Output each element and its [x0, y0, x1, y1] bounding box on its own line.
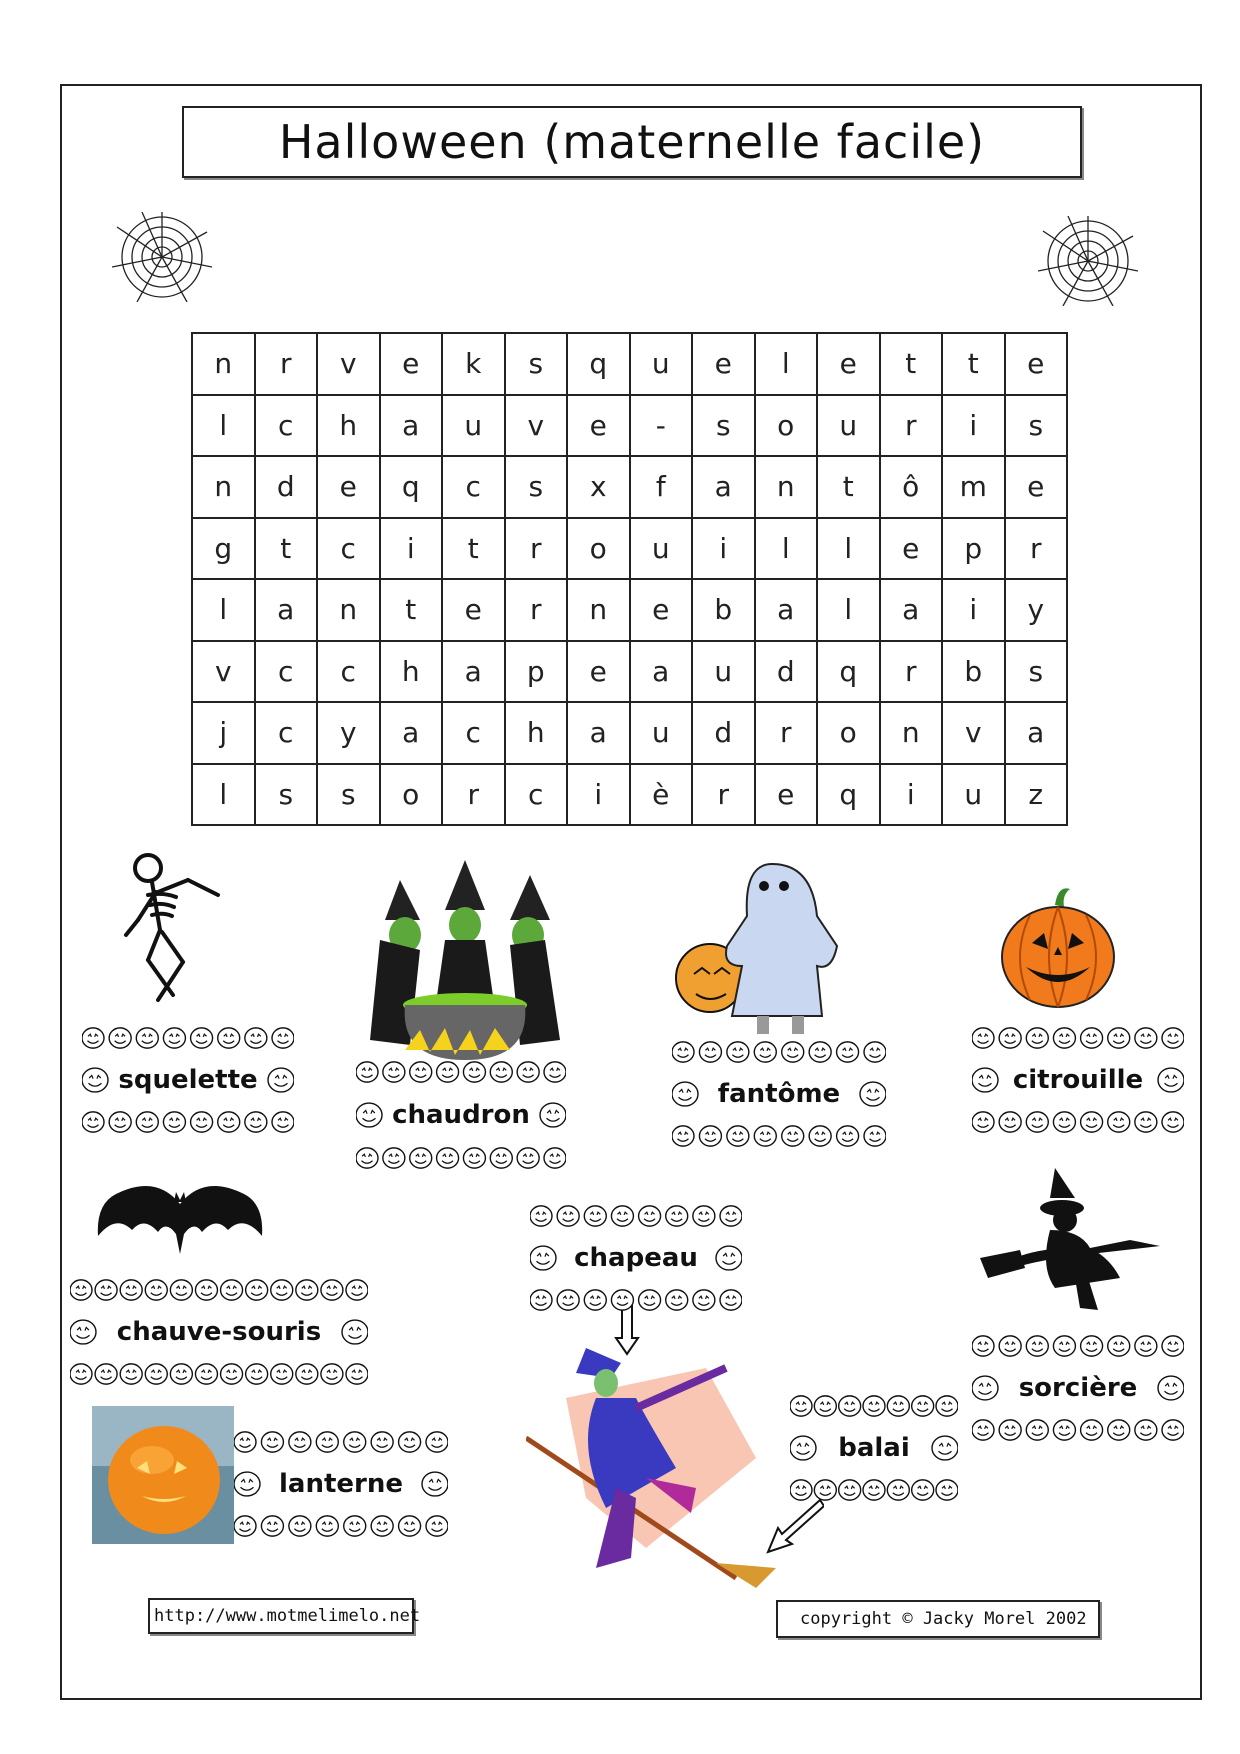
grid-cell: c	[317, 641, 380, 703]
grid-row	[192, 395, 1067, 457]
grid-cell: y	[1005, 579, 1068, 641]
spider-web-icon	[112, 212, 212, 302]
grid-cell: e	[817, 333, 880, 395]
label-balai	[790, 1394, 958, 1502]
grid-cell: a	[755, 579, 818, 641]
grid-cell: r	[505, 518, 568, 580]
grid-row	[192, 641, 1067, 703]
label-lanterne	[234, 1430, 448, 1538]
grid-cell: a	[692, 456, 755, 518]
grid-cell: ô	[880, 456, 943, 518]
grid-cell: y	[317, 702, 380, 764]
grid-cell: e	[692, 333, 755, 395]
grid-cell: q	[817, 764, 880, 826]
grid-cell: l	[192, 579, 255, 641]
grid-cell: l	[755, 518, 818, 580]
grid-cell: i	[942, 395, 1005, 457]
grid-cell: c	[255, 702, 318, 764]
grid-cell: p	[942, 518, 1005, 580]
grid-row	[192, 579, 1067, 641]
grid-cell: q	[380, 456, 443, 518]
word-label: lanterne	[279, 1469, 403, 1499]
grid-cell: a	[442, 641, 505, 703]
grid-cell: r	[692, 764, 755, 826]
grid-cell: c	[442, 702, 505, 764]
grid-cell: u	[817, 395, 880, 457]
skeleton-icon	[118, 850, 238, 1010]
grid-cell: o	[567, 518, 630, 580]
grid-cell: t	[880, 333, 943, 395]
grid-cell: s	[692, 395, 755, 457]
grid-cell: c	[255, 395, 318, 457]
label-citrouille	[972, 1026, 1184, 1134]
label-chaudron	[356, 1060, 566, 1170]
grid-cell: c	[317, 518, 380, 580]
grid-cell: v	[942, 702, 1005, 764]
grid-cell: i	[880, 764, 943, 826]
grid-cell: i	[692, 518, 755, 580]
label-chapeau	[530, 1204, 742, 1312]
grid-cell: t	[255, 518, 318, 580]
grid-cell: d	[255, 456, 318, 518]
grid-cell: z	[1005, 764, 1068, 826]
grid-cell: c	[442, 456, 505, 518]
grid-cell: g	[192, 518, 255, 580]
grid-cell: u	[630, 702, 693, 764]
grid-cell: i	[567, 764, 630, 826]
grid-cell: l	[192, 764, 255, 826]
grid-cell: t	[942, 333, 1005, 395]
grid-cell: a	[630, 641, 693, 703]
grid-cell: v	[505, 395, 568, 457]
word-label: chapeau	[574, 1243, 698, 1273]
grid-cell: a	[880, 579, 943, 641]
grid-cell: r	[880, 641, 943, 703]
grid-cell: e	[442, 579, 505, 641]
grid-cell: e	[755, 764, 818, 826]
grid-cell: m	[942, 456, 1005, 518]
word-label: citrouille	[1012, 1065, 1144, 1095]
grid-cell: s	[1005, 641, 1068, 703]
grid-cell: n	[755, 456, 818, 518]
grid-cell: d	[692, 702, 755, 764]
grid-cell: r	[505, 579, 568, 641]
grid-cell: v	[192, 641, 255, 703]
grid-cell: f	[630, 456, 693, 518]
grid-cell: l	[817, 579, 880, 641]
word-label: chaudron	[392, 1100, 530, 1130]
label-fantome	[672, 1040, 886, 1148]
grid-cell: a	[1005, 702, 1068, 764]
grid-cell: c	[505, 764, 568, 826]
grid-cell: u	[630, 333, 693, 395]
spider-web-icon	[1038, 216, 1138, 306]
grid-cell: t	[380, 579, 443, 641]
grid-cell: t	[817, 456, 880, 518]
grid-cell: u	[630, 518, 693, 580]
grid-cell: e	[630, 579, 693, 641]
grid-row	[192, 333, 1067, 395]
grid-cell: e	[880, 518, 943, 580]
grid-cell: s	[255, 764, 318, 826]
grid-cell: u	[942, 764, 1005, 826]
grid-cell: s	[317, 764, 380, 826]
copyright-notice: copyright © Jacky Morel 2002	[776, 1600, 1100, 1638]
grid-row	[192, 764, 1067, 826]
grid-cell: b	[692, 579, 755, 641]
grid-cell: k	[442, 333, 505, 395]
grid-cell: r	[442, 764, 505, 826]
grid-row	[192, 456, 1067, 518]
grid-cell: i	[380, 518, 443, 580]
grid-cell: q	[817, 641, 880, 703]
grid-cell: o	[380, 764, 443, 826]
grid-cell: r	[1005, 518, 1068, 580]
word-label: sorcière	[1018, 1373, 1138, 1403]
grid-cell: e	[317, 456, 380, 518]
grid-cell: c	[255, 641, 318, 703]
grid-cell: l	[817, 518, 880, 580]
grid-cell: e	[567, 641, 630, 703]
grid-cell: x	[567, 456, 630, 518]
grid-row	[192, 518, 1067, 580]
grid-cell: e	[1005, 456, 1068, 518]
grid-cell: u	[442, 395, 505, 457]
grid-cell: n	[880, 702, 943, 764]
grid-cell: n	[567, 579, 630, 641]
grid-cell: v	[317, 333, 380, 395]
grid-cell: i	[942, 579, 1005, 641]
word-label: chauve-souris	[116, 1317, 322, 1347]
witches-cauldron-icon	[360, 860, 570, 1060]
grid-cell: r	[755, 702, 818, 764]
grid-cell: d	[755, 641, 818, 703]
grid-cell: e	[380, 333, 443, 395]
page-title: Halloween (maternelle facile)	[182, 106, 1082, 178]
grid-cell: t	[442, 518, 505, 580]
grid-cell: o	[755, 395, 818, 457]
ghost-icon	[672, 856, 882, 1036]
flying-witch-icon	[526, 1338, 776, 1588]
grid-cell: j	[192, 702, 255, 764]
grid-cell: a	[255, 579, 318, 641]
grid-cell: s	[505, 456, 568, 518]
label-sorciere	[972, 1334, 1184, 1442]
grid-cell: l	[755, 333, 818, 395]
witch-silhouette-icon	[980, 1168, 1180, 1318]
grid-cell: h	[317, 395, 380, 457]
grid-cell: a	[380, 702, 443, 764]
grid-cell: h	[505, 702, 568, 764]
label-squelette	[82, 1026, 294, 1134]
grid-cell: e	[1005, 333, 1068, 395]
bat-icon	[96, 1174, 264, 1260]
grid-cell: r	[255, 333, 318, 395]
grid-cell: n	[317, 579, 380, 641]
grid-row	[192, 702, 1067, 764]
grid-cell: s	[505, 333, 568, 395]
grid-cell: u	[692, 641, 755, 703]
word-label: squelette	[118, 1065, 258, 1095]
grid-cell: o	[817, 702, 880, 764]
grid-cell: s	[1005, 395, 1068, 457]
grid-cell: l	[192, 395, 255, 457]
word-label: balai	[838, 1433, 910, 1463]
grid-cell: q	[567, 333, 630, 395]
label-chauve-souris	[70, 1278, 368, 1386]
grid-cell: h	[380, 641, 443, 703]
grid-cell: è	[630, 764, 693, 826]
grid-cell: -	[630, 395, 693, 457]
grid-cell: a	[567, 702, 630, 764]
grid-cell: n	[192, 333, 255, 395]
grid-cell: r	[880, 395, 943, 457]
lantern-photo	[92, 1406, 234, 1544]
grid-cell: p	[505, 641, 568, 703]
pumpkin-icon	[1000, 885, 1116, 1010]
grid-cell: e	[567, 395, 630, 457]
word-search-grid	[191, 332, 1068, 826]
grid-cell: n	[192, 456, 255, 518]
grid-cell: a	[380, 395, 443, 457]
arrow-to-broom	[764, 1496, 824, 1556]
word-label: fantôme	[717, 1079, 841, 1109]
grid-cell: b	[942, 641, 1005, 703]
website-url: http://www.motmelimelo.net	[148, 1598, 414, 1634]
